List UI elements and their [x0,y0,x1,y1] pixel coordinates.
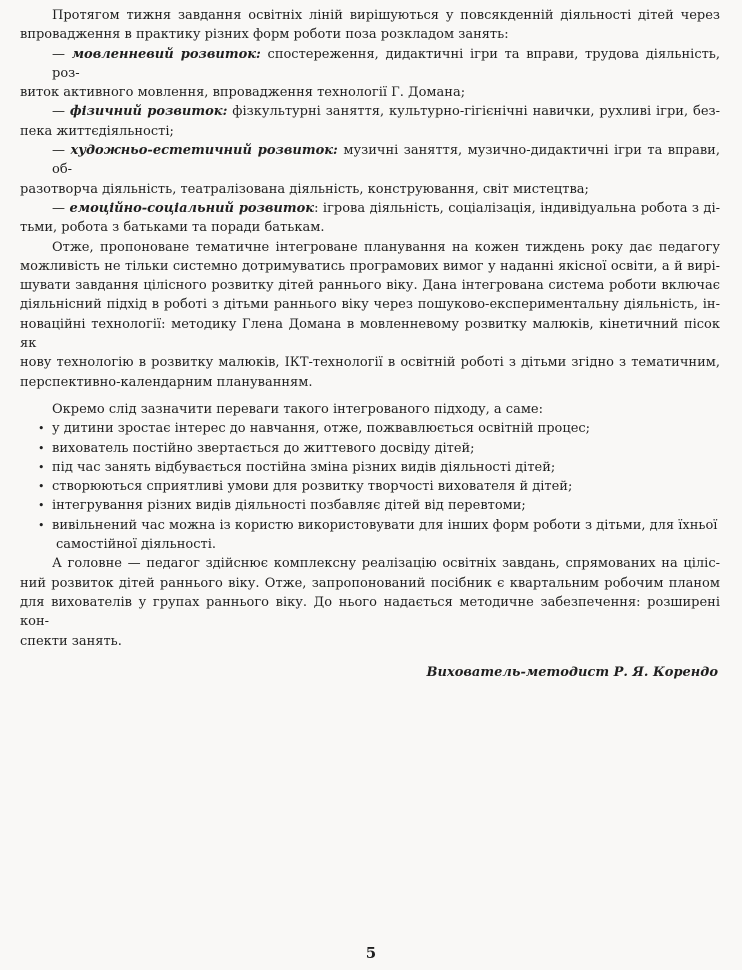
physical-item-line-2: пека життєдіяльності; [20,123,174,139]
bullet-text: у дитини зростає інтерес до навчання, отже, пожвавлюється освітній процес; [52,421,591,437]
paragraph-1-line-1: Протягом тижня завдання освітніх ліній вирішуються у повсякденній діяльності дітей через [52,8,720,23]
paragraph-2-line-5: новаційні технології: методику Глена Домана в мовленневому розвитку малюків, кінетичний пісок як [20,316,720,352]
page-body [20,6,720,682]
bullet-icon: • [38,441,45,455]
artistic-term: художньо-естетичний розвиток: [70,143,338,159]
artistic-item-line-2: разотворча діяльність, театралізована діяльність, конструювання, світ мистецтва; [20,181,589,197]
paragraph-4-line-4: спекти занять. [20,633,122,649]
artistic-text: музичні заняття, музично-дидактичні ігри та вправи, об- [52,143,720,178]
bullet-item-1 [20,419,720,438]
bullet-item-4 [20,477,720,496]
spacer [20,392,720,400]
bullet-item-6 [20,516,720,535]
bullet-icon: • [38,480,45,494]
dash: — [52,104,70,120]
social-term: емоційно-соціальний розвиток [69,200,315,216]
paragraph-1-line-2: впровадження в практику різних форм роботи поза розкладом занять: [20,27,509,43]
speech-item-line-2: виток активного мовлення, впровадження технології Г. Домана; [20,85,466,101]
bullet-icon: • [38,422,45,436]
bullet-text: під час занять відбувається постійна зміна різних видів діяльності дітей; [52,459,556,475]
speech-item-line-1 [20,45,720,84]
bullet-item-3 [20,458,720,477]
bullet-text: інтегрування різних видів діяльності позбавляє дітей від перевтоми; [52,498,526,514]
paragraph-4-line-3: для вихователів у групах раннього віку. До нього надається методичне забезпечення: розширені кон- [20,594,720,630]
dash: — [52,143,71,159]
bullet-icon: • [38,460,45,474]
bullet-item-2 [20,439,720,458]
paragraph-2-line-4: діяльнісний підхід в роботі з дітьми раннього віку через пошуково-експериментальну діяльність, ін- [20,297,720,313]
speech-text: спостереження, дидактичні ігри та вправи, трудова діяльність, роз- [52,46,721,81]
social-item-line-1 [20,199,720,218]
paragraph-2-line-2: можливість не тільки системно дотримуватись програмових вимог у наданні якісної освіти, а й вирі- [20,258,720,274]
physical-text: фізкультурні заняття, культурно-гігієнічні навички, рухливі ігри, без- [227,104,720,120]
physical-term: фізичний розвиток: [69,104,228,120]
bullet-text: вивільнений час можна із користю використовувати для інших форм роботи з дітьми, для їхньої [52,517,718,533]
bullet-text: вихователь постійно звертається до життевого досвіду дітей; [52,440,475,456]
bullet-text: створюються сприятливі умови для розвитку творчості вихователя й дітей; [52,479,573,495]
bullet-icon: • [38,518,45,532]
dash: — [52,200,70,216]
bullet-icon: • [38,499,45,513]
author-signature: Вихователь-методист Р. Я. Корендо [426,664,718,680]
social-item-line-2: тьми, робота з батьками та поради батькам. [20,220,325,236]
paragraph-2-line-1: Отже, пропоноване тематичне інтегроване планування на кожен тиждень року дає педагогу [52,239,720,255]
paragraph-2-line-3: шувати завдання цілісного розвитку дітей раннього віку. Дана інтегрована система роботи включає [20,278,720,294]
bullet-item-5 [20,496,720,515]
paragraph-4-line-2: ний розвиток дітей раннього віку. Отже, запропонований посібник є квартальним робочим планом [20,575,720,591]
bullet-item-6-continued: самостійної діяльності. [56,537,216,553]
page-number: 5 [365,944,377,962]
social-text: : ігрова діяльність, соціалізація, індивідуальна робота з ді- [314,200,720,216]
advantages-intro: Окремо слід зазначити переваги такого інтегрованого підходу, а саме: [52,401,544,417]
paragraph-4-line-1: А головне — педагог здійснює комплексну реалізацію освітніх завдань, спрямованих на ціліс- [52,556,720,572]
physical-item-line-1 [20,102,720,121]
speech-term: мовленневий розвиток: [71,46,261,62]
artistic-item-line-1 [20,141,720,180]
paragraph-2-line-6: нову технологію в розвитку малюків, ІКТ-технології в освітній роботі з дітьми згідно з тематичним, [20,355,720,371]
paragraph-2-line-7: перспективно-календарним плануванням. [20,374,313,390]
dash: — [52,46,72,62]
